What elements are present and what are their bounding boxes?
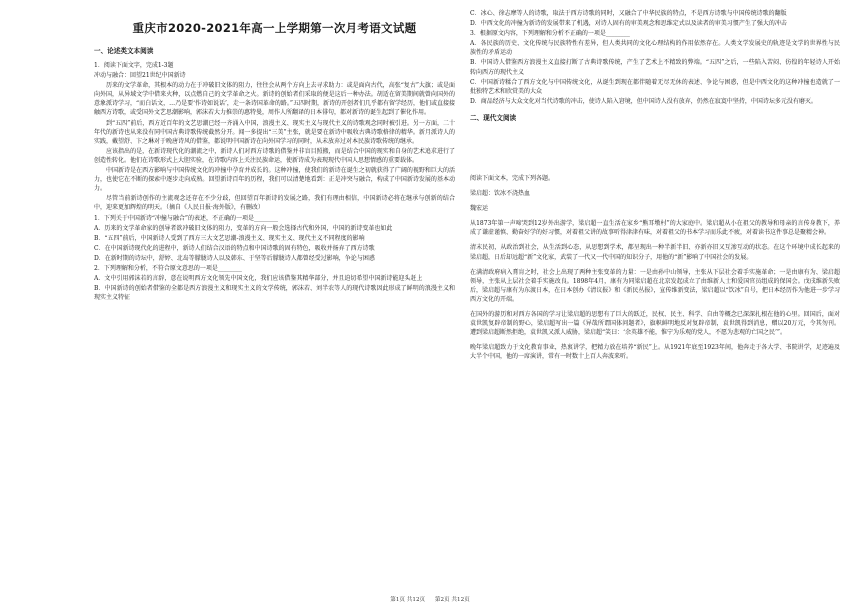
right-column [470,0,840,592]
answer-option: A．文中引用郭沫若的言辞，意在说明西方文化领先中国文化，我们应该借鉴其精华部分，并且迫切希望中国新诗能迎头赶上 [94,275,423,283]
instruction-line: 阅读下面文本，完成下列各题。 [470,174,555,182]
question-stem: 1．下列关于中国新诗“冲撞与融合”的表述，不正确的一项是________ [94,214,278,222]
article-paragraph: 从1873年第一声啼哭到12岁外出游学，梁启超一直生活在家乡“熊耳墩村”的大家庭中。梁启超从小在祖父的教导和母亲的言传身教下，养成了谦虚谨慎、勤奋好学的好习惯，对着祖父讲的故事听得津津有味，对着祖父的书本学习而乐此不疲，对着读书这件事总是聚精会神。 [470,220,840,237]
article-paragraph: 在满清政府病入膏肓之时，社会上出现了两种主张变革的力量：一是由孙中山领导，主张从下层社会着手实施革命；一是由康有为、梁启超领导，主张从上层社会着手实施改良。1898年4月，康有为同梁启超在北京发起成立了由维新人士和爱国官员组成的保国会。戊戌维新失败后，梁启超与康有为东渡日本，在日本创办《清议报》和《新民丛报》，宣传维新变法，梁启超以“饮冰”自号，把日本经历作为他进一步学习西方文化的开端。 [470,268,840,303]
page-number-right: 第2页 共12页 [434,597,470,603]
answer-option: B．“五四”前后，中国新诗人受到了西方三大文艺思潮-浪漫主义、现实主义、现代主义不同程度的影响 [94,234,365,242]
section-heading-1: 一、论述类文本阅读 [94,47,154,55]
article-title: 梁启超：饮冰不浇热血 [470,190,531,198]
answer-option: D．商品经济与大众文化对当代诗歌的冲击，使诗人陷入窘境，但中国诗人没有放弃，仍然在寂寞中坚持，中国诗坛多元没有磨灭。 [470,97,817,105]
answer-option: D．中西文化的冲撞为新诗的发展带来了机遇，对诗人固有的审美观念和思维定式以及读者的审美习惯产生了强大的冲击 [470,20,787,28]
section-heading-2: 二、现代文阅读 [470,113,517,122]
answer-option: D．在新时期的诗坛中，舒婷、北岛等朦胧诗人以及韩东、于坚等后朦胧诗人都曾经受过影响，争论与困惑 [94,254,375,262]
answer-option: A．各民族的历史、文化传统与民族特性有差异，但人类共同的文化心理结构的作用依然存在。人类文学发展史的轨迹是文学的世界性与民族性的矛盾运动 [470,40,840,57]
article-paragraph: 清末民初，从政治到社会，从生活到心态，从思想到学术，都呈现出一种半新半旧、亦新亦旧又互渗互动的状态。在这个环境中成长起来的梁启超，日后却远超“新”文化家，武装了一代又一代中国的知识分子，用他的“新”影响了中国社会的发展。 [470,244,840,261]
question-stem: 3．根据原文内容，下列理解和分析不正确的一项是________ [470,30,630,38]
article-paragraph: 尽管当前新诗创作的主流观念还存在不少分歧，但回望百年新诗的发展之路，我们有理由相信，中国新诗必将在继承与创新的结合中，迎来更加辉煌的明天。（摘自《人民日报·海外版》，有删改） [94,195,455,212]
left-column [94,0,455,592]
article-paragraph: 在国外的游历和对西方各国的学习让梁启超的思想有了巨大的跃迁，民权、民主、科学、自由等概念已深深扎根在他的心里。回国后，面对袁世凯复辟帝制的野心，梁启超写出一篇《异哉所谓国体问题者》，旗帜鲜明地反对复辟帝制，袁世凯得到消息，赠以20万元，令其勿刊。遭到梁启超断然拒绝，袁世凯又派人威胁，梁启超“笑曰：‘余英雄不能，惟宁为乐观的党人，不愿为悲观的亡国之民’”。 [470,310,840,337]
answer-option: B．中国诗人借鉴西方浪漫主义直接打断了古典诗歌传统，产生了艺术上不精致的弊端。“五四”之后，一些陷入苦闷、彷徨的年轻诗人开始转向西方的现代主义 [470,59,840,76]
document-title: 重庆市2020-2021年高一上学期第一次月考语文试题 [132,21,417,35]
article-paragraph: 应该指出的是，在新诗现代化的潮流之中，新诗人们对西方诗歌的借鉴并非盲目照搬，而是结合中国的现实和自身的艺术追求进行了创造性转化。他们在诗歌形式上大胆实验，在诗歌内容上关注民族命运，使新诗成为表现现代中国人思想情感的重要载体。 [94,147,455,164]
answer-option: C．中国新诗糅合了西方文化与中国传统文化，从诞生到现在都伴随着无尽无休的表述、争论与困惑，但是中西文化的这种冲撞也造就了一批独特艺术和欣赏美的大众 [470,78,840,95]
page-number-left: 第1页 共12页 [390,597,426,603]
article-paragraph: 晚年梁启超致力于文化教育事业，热衷讲学，把精力放在培养“新民”上。从1921年底至1923年间，他奔走于各大学、书院讲学，足迹遍及大半个中国，他的一席演讲，常有一时数十上百人奔波来听。 [470,344,840,361]
answer-option: C．冰心、徐志摩等人的诗歌，取法于西方诗歌的同时，又融合了中华民族的特点，不是西方诗歌与中国传统诗歌的翻版 [470,10,787,17]
article-author: 魏宏运 [470,205,489,213]
instruction-line: 1．阅读下面文字，完成1-3题 [94,62,174,69]
article-paragraph: 历来的文学革命，其根本的动力在于冲破旧文体的阻力，往往会从两个方向上去寻求助力：或是面向古代，高张“复古”大旗；或是面向外国，从异域文学中借来火种，以点燃自己的文学革命之火。新诗的创始者们采取的便是这后一种办法。胡适在留美期间就曾向国外的意象派诗学习，“而白话文，…乃是要‘作诗如说话’，走一条诗国革命的路。”五四时期，新诗的开创者们几乎都有留学经历，他们或直接接触西方诗歌，或受国外文艺思潮影响，郭沫若大力推崇的惠特曼，周作人所翻译的日本俳句，都对新诗的诞生起到了催化作用。 [94,82,455,117]
answer-option: C．在中国新诗现代化的进程中，新诗人们结合汉语的特点和中国诗歌的固有特色，吸收并扬弃了西方诗歌 [94,244,375,252]
page-footer [0,595,860,603]
question-stem: 2．下列理解和分析，不符合原文意思的一项是________ [94,264,242,272]
article-paragraph: 到“五四”前后，西方近百年的文艺思潮已经一齐涌入中国，浪漫主义、现实主义与现代主义的诗歌观念同时被引进。另一方面，二十年代的新诗也从来没有同中国古典诗歌传统截然分开。闻一多提出“三美”主张，就是要在新诗中吸收古典诗歌格律的精华。新月派诗人的实践，戴望舒、卞之琳对于晚唐诗风的借鉴，都说明中国新诗在向外国学习的同时，从未放弃过对本民族诗歌传统的继承。 [94,119,455,145]
answer-option: A．历来的文学革命家的创导者欲冲破旧文体的阻力，变革的方向一般会选择古代和外国，中国的新诗变革也如此 [94,224,393,232]
article-paragraph: 中国新诗是在西方影响与中国传统文化的冲撞中孕育并成长的。这种冲撞，使我们的新诗在诞生之初就获得了广阔的视野和巨大的活力，也使它在不断的探索中逐步走向成熟。回望新诗百年的历程，我们可以清楚地看到：正是冲突与融合，构成了中国新诗发展的基本动力。 [94,167,455,193]
article-title: 冲动与融合：回望21世纪中国新诗 [94,72,186,80]
answer-option: B．中国新诗的创始者借鉴的全都是西方浪漫主义和现实主义的文学传统，郭沫若、刘半农等人的现代诗歌因此形成了鲜明的浪漫主义和现实主义特征 [94,285,455,302]
